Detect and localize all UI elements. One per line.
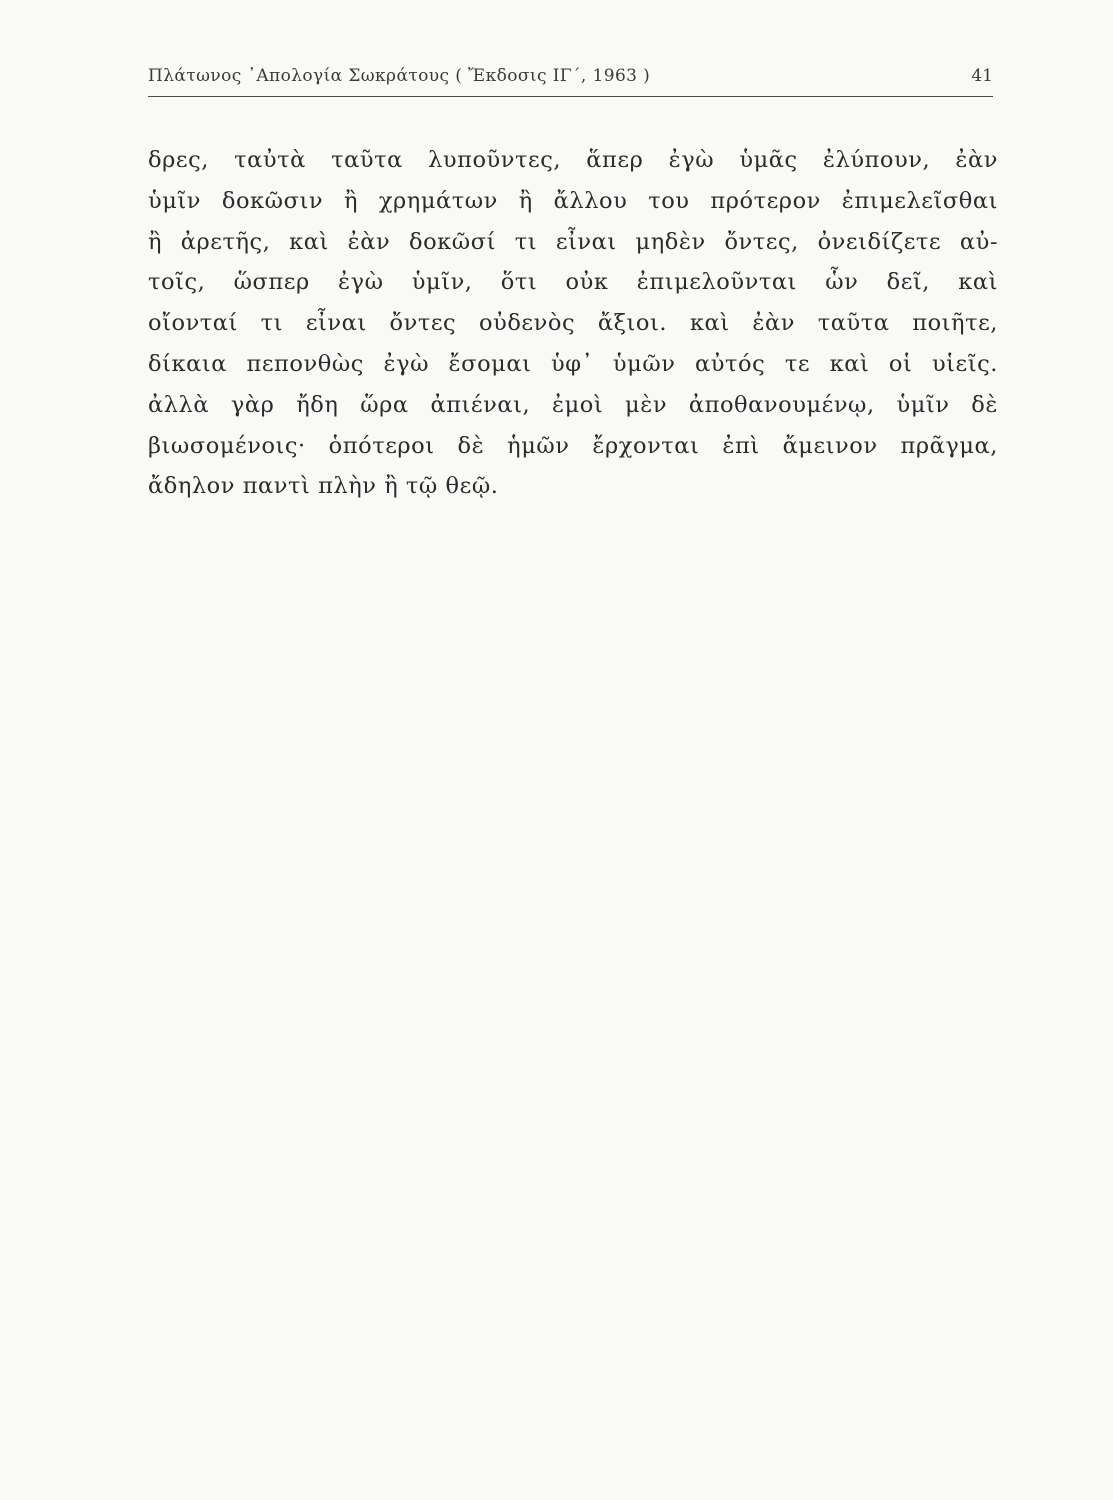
text-line: βιωσομένοις· ὁπότεροι δὲ ἡμῶν ἔρχονται ἐπὶ ἄμεινον πρᾶγμα, bbox=[148, 432, 998, 459]
page-number: 41 bbox=[971, 66, 993, 86]
text-line: οἴονταί τι εἶναι ὄντες οὐδενὸς ἄξιοι. καὶ ἐὰν ταῦτα ποιῆτε, bbox=[148, 310, 998, 337]
text-line: τοῖς, ὥσπερ ἐγὼ ὑμῖν, ὅτι οὐκ ἐπιμελοῦνται ὧν δεῖ, καὶ bbox=[148, 269, 998, 296]
running-header bbox=[148, 66, 993, 97]
text-line: ὑμῖν δοκῶσιν ἢ χρημάτων ἢ ἄλλου του πρότερον ἐπιμελεῖσθαι bbox=[148, 187, 998, 214]
text-line: δίκαια πεπονθὼς ἐγὼ ἔσομαι ὑφ᾿ ὑμῶν αὐτός τε καὶ οἱ υἱεῖς. bbox=[148, 350, 998, 377]
text-line: ἀλλὰ γὰρ ἤδη ὥρα ἀπιέναι, ἐμοὶ μὲν ἀποθανουμένῳ, ὑμῖν δὲ bbox=[148, 391, 998, 418]
text-line-last: ἄδηλον παντὶ πλὴν ἢ τῷ θεῷ. bbox=[148, 473, 499, 500]
text-line: δρες, ταὐτὰ ταῦτα λυποῦντες, ἅπερ ἐγὼ ὑμᾶς ἐλύπουν, ἐὰν bbox=[148, 147, 998, 173]
header-title: Πλάτωνος ᾿Απολογία Σωκράτους ( Ἔκδοσις ΙΓ΄, 1963 ) bbox=[148, 66, 651, 86]
text-line: ἢ ἀρετῆς, καὶ ἐὰν δοκῶσί τι εἶναι μηδὲν ὄντες, ὀνειδίζετε αὐ- bbox=[148, 228, 998, 255]
body-text bbox=[148, 140, 998, 507]
